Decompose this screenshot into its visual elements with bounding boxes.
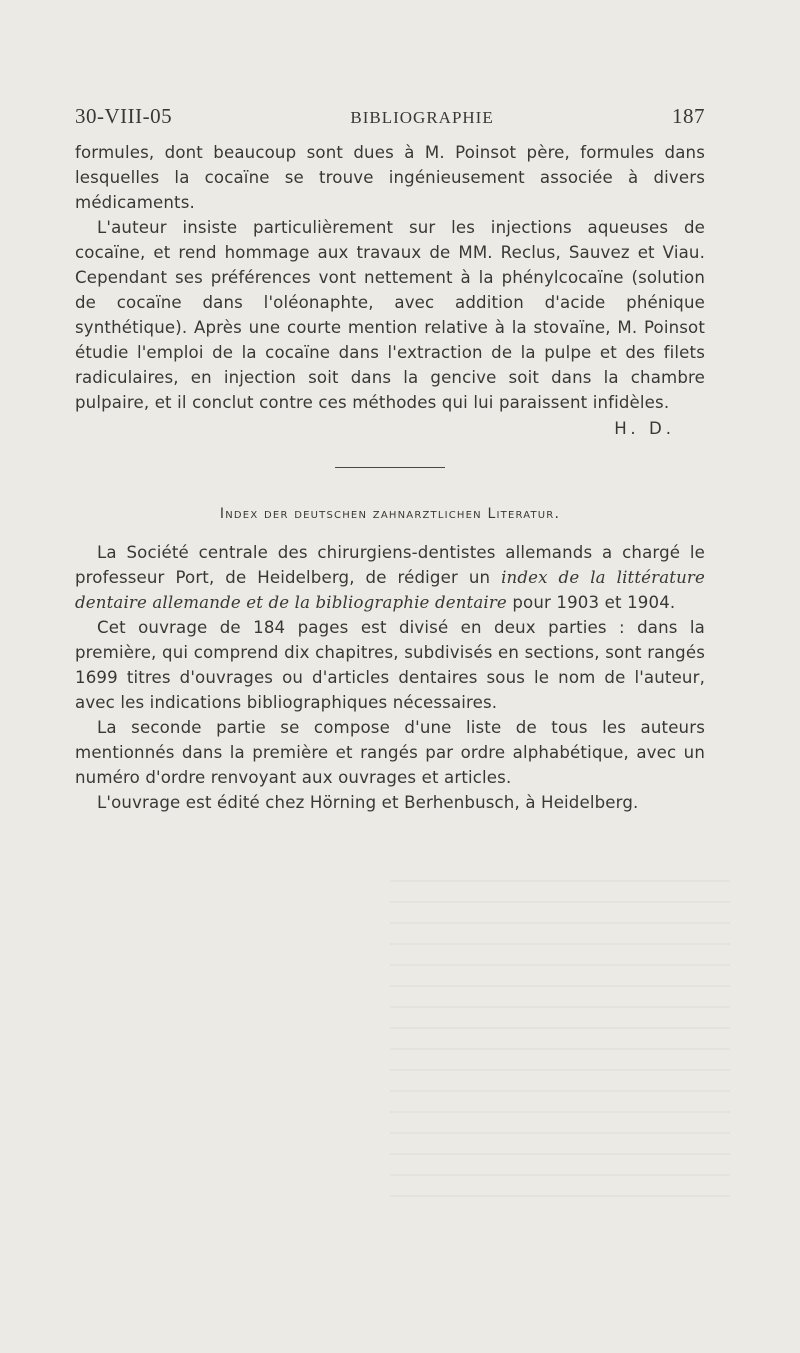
page-number: 187	[671, 104, 705, 128]
header-title: BIBLIOGRAPHIE	[350, 108, 494, 127]
section2-paragraph-1-italic: index de la littérature dentaire allemande et de la bibliographie dentaire	[75, 568, 705, 612]
section2-title: Index der deutschen zahnarztlichen Literatur.	[219, 506, 561, 522]
section2-paragraph-1	[75, 540, 705, 615]
section2-paragraph-3: La seconde partie se compose d'une liste de tous les auteurs mentionnés dans la première et rangés par ordre alphabétique, avec un numéro d'ordre renvoyant aux ouvrages et articles.	[75, 718, 705, 787]
section-divider	[335, 467, 445, 468]
article1-paragraph-1: formules, dont beaucoup sont dues à M. Poinsot père, formules dans lesquelles la cocaïne se trouve ingénieusement associée à divers médicaments.	[75, 143, 705, 212]
section2-paragraph-1-end: pour 1903 et 1904.	[506, 593, 676, 612]
bleed-through-texture	[390, 880, 730, 1210]
section2-paragraph-2: Cet ouvrage de 184 pages est divisé en deux parties : dans la première, qui comprend dix chapitres, subdivisés en sections, sont rangés 1699 titres d'ouvrages ou d'articles dentaires sous le nom de l'auteur, avec les indications bibliographiques nécessaires.	[75, 618, 705, 712]
header-date: 30-VIII-05	[75, 104, 173, 128]
book-page	[75, 104, 705, 815]
section2-paragraph-4: L'ouvrage est édité chez Hörning et Berhenbusch, à Heidelberg.	[97, 793, 639, 812]
section2-paragraph-1-start: La Société centrale des chirurgiens-dentistes allemands a chargé le professeur Port, de Heidelberg, de rédiger un	[75, 543, 705, 587]
article1-paragraph-2: L'auteur insiste particulièrement sur les injections aqueuses de cocaïne, et rend hommage aux travaux de MM. Reclus, Sauvez et Viau. Cependant ses préférences vont nettement à la phénylcocaïne (solution de cocaïne dans l'oléonaphte, avec addition d'acide phénique synthétique). Après une courte mention relative à la stovaïne, M. Poinsot étudie l'emploi de la cocaïne dans l'extraction de la pulpe et des filets radiculaires, en injection soit dans la gencive soit dans la chambre pulpaire, et il conclut contre ces méthodes qui lui paraissent infidèles.	[75, 218, 705, 412]
running-header	[75, 104, 705, 140]
article1-signature: H. D.	[614, 419, 675, 438]
